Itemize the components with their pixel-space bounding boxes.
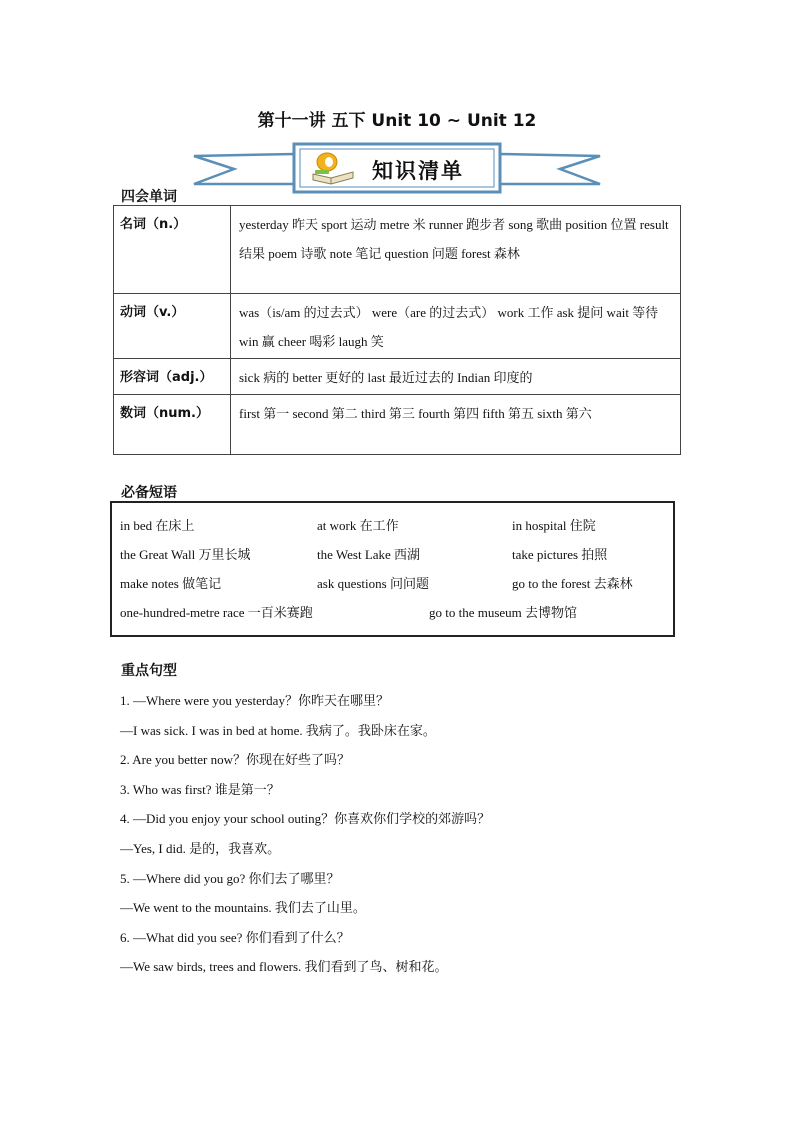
phrases-box xyxy=(110,501,675,637)
list-item: ask questions 问问题 xyxy=(317,576,429,591)
banner-label: 知识清单 xyxy=(372,158,464,183)
list-item: go to the forest 去森林 xyxy=(512,576,633,591)
sentence-line: 1. —Where were you yesterday？你昨天在哪里？ xyxy=(120,693,389,708)
sentence-line: —We went to the mountains. 我们去了山里。 xyxy=(120,900,366,916)
list-item: the West Lake 西湖 xyxy=(317,547,421,562)
table-row xyxy=(114,359,681,395)
list-item: take pictures 拍照 xyxy=(512,547,608,562)
list-item: one-hundred-metre race 一百米赛跑 xyxy=(120,605,313,620)
pos-label: 名词（n.） xyxy=(114,206,231,294)
table-row xyxy=(114,294,681,359)
list-item: the Great Wall 万里长城 xyxy=(120,547,251,562)
table-row xyxy=(114,206,681,294)
pos-label: 形容词（adj.） xyxy=(114,359,231,395)
word-list: yesterday 昨天 sport 运动 metre 米 runner 跑步者 song 歌曲 position 位置 result 结果 poem 诗歌 note 笔记 question 问题 forest 森林 xyxy=(231,206,681,294)
sentence-line: 4. —Did you enjoy your school outing？你喜欢你们学校的郊游吗？ xyxy=(120,811,491,827)
word-list: sick 病的 better 更好的 last 最近过去的 Indian 印度的 xyxy=(231,359,681,395)
sentences-heading: 重点句型 xyxy=(121,663,177,679)
word-list: first 第一 second 第二 third 第三 fourth 第四 fifth 第五 sixth 第六 xyxy=(231,395,681,455)
phrases-heading: 必备短语 xyxy=(121,485,177,501)
sentence-line: 2. Are you better now？你现在好些了吗？ xyxy=(120,752,351,768)
vocab-table xyxy=(113,205,681,455)
sentence-list xyxy=(120,686,490,982)
list-item: in hospital 住院 xyxy=(512,518,596,533)
list-item: at work 在工作 xyxy=(317,518,399,533)
sentence-line: 6. —What did you see? 你们看到了什么？ xyxy=(120,929,350,945)
table-row xyxy=(114,395,681,455)
list-item: go to the museum 去博物馆 xyxy=(429,605,578,620)
sentence-line: 5. —Where did you go? 你们去了哪里？ xyxy=(120,870,340,886)
sentence-line: —I was sick. I was in bed at home. 我病了。我卧床在家。 xyxy=(120,722,436,738)
sentence-line: 3. Who was first? 谁是第一？ xyxy=(120,781,280,797)
pos-label: 数词（num.） xyxy=(114,395,231,455)
list-item: in bed 在床上 xyxy=(120,518,195,533)
pos-label: 动词（v.） xyxy=(114,294,231,359)
vocab-heading: 四会单词 xyxy=(121,189,177,205)
sentence-line: —We saw birds, trees and flowers. 我们看到了鸟、树和花。 xyxy=(120,959,448,975)
word-list: was（is/am 的过去式） were（are 的过去式） work 工作 ask 提问 wait 等待 win 赢 cheer 喝彩 laugh 笑 xyxy=(231,294,681,359)
page-title: 第十一讲 五下 Unit 10 ~ Unit 12 xyxy=(257,111,537,131)
book-icon xyxy=(307,148,359,188)
sentence-line: —Yes, I did. 是的，我喜欢。 xyxy=(120,840,281,856)
list-item: make notes 做笔记 xyxy=(120,576,222,591)
